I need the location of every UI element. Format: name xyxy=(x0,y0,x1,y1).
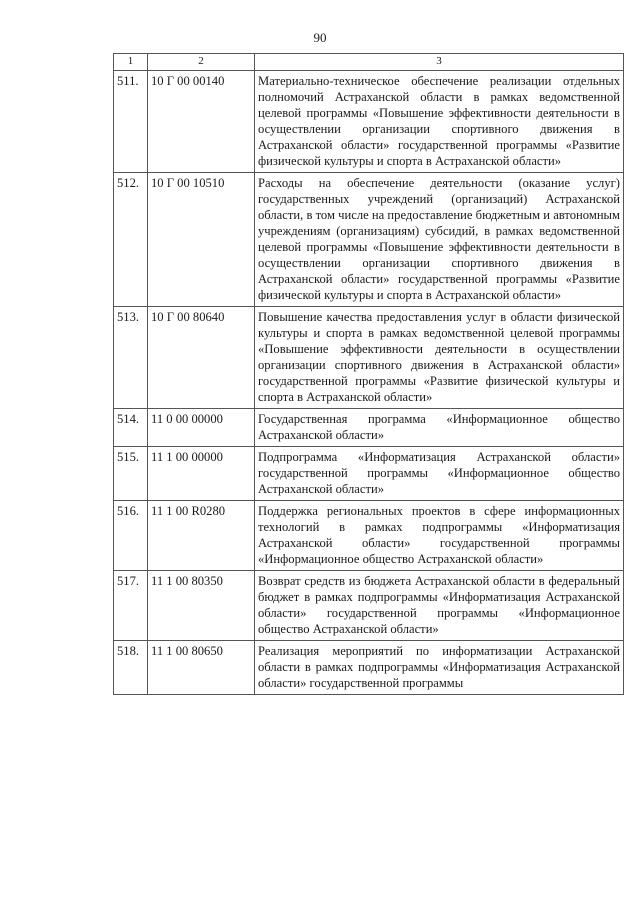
budget-code: 10 Г 00 00140 xyxy=(148,71,255,173)
header-row xyxy=(114,54,624,71)
row-number: 517. xyxy=(114,571,148,641)
table-row xyxy=(114,307,624,409)
budget-code: 11 1 00 80350 xyxy=(148,571,255,641)
row-description: Повышение качества предоставления услуг в области физической культуры и спорта в рамках ведомственной целевой программы «Повышение эффективности деятельности в осуществлении организации спортивного движения в Астраханской области» государственной программы «Развитие физической культуры и спорта в Астраханской области» xyxy=(255,307,624,409)
budget-code: 10 Г 00 80640 xyxy=(148,307,255,409)
table-row xyxy=(114,173,624,307)
row-number: 518. xyxy=(114,641,148,695)
row-description: Поддержка региональных проектов в сфере информационных технологий в рамках подпрограммы «Информатизация Астраханской области» государственной программы «Информационное общество Астраханской области» xyxy=(255,501,624,571)
row-description: Расходы на обеспечение деятельности (оказание услуг) государственных учреждений (организаций) Астраханской области, в том числе на предоставление бюджетным и автономным учреждениям (организациям) субсидий, в рамках ведомственной целевой программы «Повышение эффективности деятельности в осуществлении организации спортивного движения в Астраханской области» государственной программы «Развитие физической культуры и спорта в Астраханской области» xyxy=(255,173,624,307)
table-row xyxy=(114,447,624,501)
budget-code: 11 1 00 80650 xyxy=(148,641,255,695)
column-header-3: 3 xyxy=(255,54,624,71)
budget-table xyxy=(113,53,624,695)
row-number: 512. xyxy=(114,173,148,307)
budget-code: 11 0 00 00000 xyxy=(148,409,255,447)
column-header-1: 1 xyxy=(114,54,148,71)
row-number: 513. xyxy=(114,307,148,409)
table-header xyxy=(114,54,624,71)
table-row xyxy=(114,501,624,571)
row-number: 514. xyxy=(114,409,148,447)
table-row xyxy=(114,571,624,641)
row-description: Подпрограмма «Информатизация Астраханской области» государственной программы «Информационное общество Астраханской области» xyxy=(255,447,624,501)
page-number: 90 xyxy=(313,30,327,45)
table-row xyxy=(114,409,624,447)
column-header-2: 2 xyxy=(148,54,255,71)
row-description: Реализация мероприятий по информатизации Астраханской области в рамках подпрограммы «Информатизация Астраханской области» государственной программы xyxy=(255,641,624,695)
row-description: Государственная программа «Информационное общество Астраханской области» xyxy=(255,409,624,447)
budget-code: 11 1 00 R0280 xyxy=(148,501,255,571)
budget-code: 11 1 00 00000 xyxy=(148,447,255,501)
row-number: 511. xyxy=(114,71,148,173)
row-number: 515. xyxy=(114,447,148,501)
row-description: Возврат средств из бюджета Астраханской области в федеральный бюджет в рамках подпрограммы «Информатизация Астраханской области» государственной программы «Информационное общество Астраханской области» xyxy=(255,571,624,641)
table-row xyxy=(114,71,624,173)
table-row xyxy=(114,641,624,695)
budget-code: 10 Г 00 10510 xyxy=(148,173,255,307)
row-number: 516. xyxy=(114,501,148,571)
row-description: Материально-техническое обеспечение реализации отдельных полномочий Астраханской области в рамках ведомственной целевой программы «Повышение эффективности деятельности в осуществлении организации спортивного движения в Астраханской области» государственной программы «Развитие физической культуры и спорта в Астраханской области» xyxy=(255,71,624,173)
